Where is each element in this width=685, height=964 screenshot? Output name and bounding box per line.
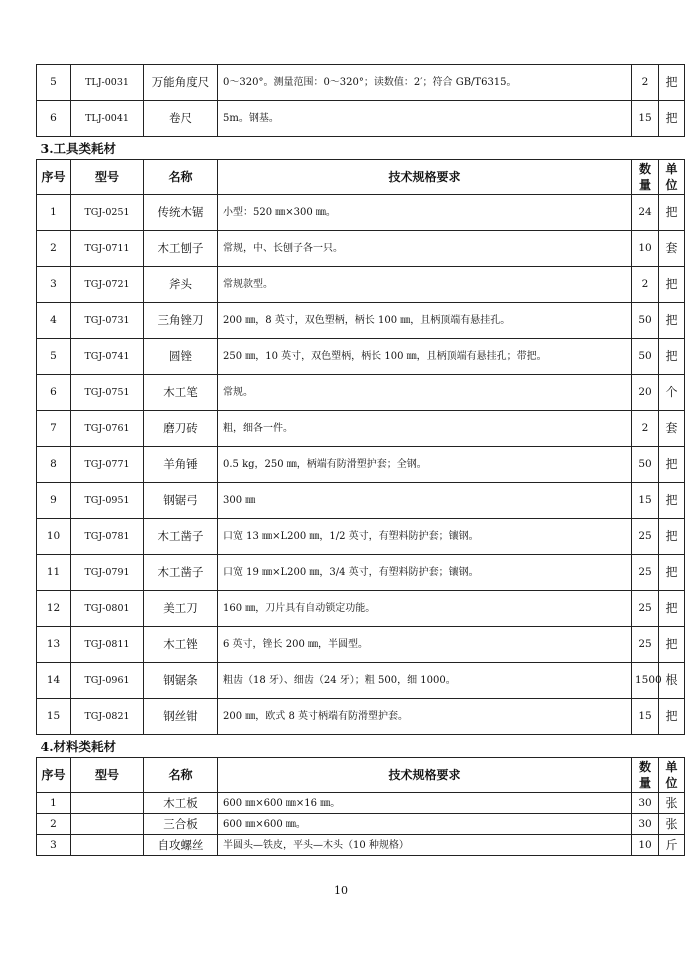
item-name: 羊角锤 <box>144 447 218 483</box>
unit: 套 <box>659 231 685 267</box>
unit: 把 <box>659 303 685 339</box>
quantity: 25 <box>632 519 659 555</box>
quantity: 10 <box>632 231 659 267</box>
row-number: 3 <box>37 267 71 303</box>
quantity: 1500 <box>632 663 659 699</box>
section-title: 4.材料类耗材 <box>37 735 685 758</box>
table-row <box>37 65 685 101</box>
model-code: TGJ-0721 <box>71 267 144 303</box>
spec-requirements: 半圆头—铁皮，平头—木头（10 种规格） <box>218 835 632 856</box>
quantity: 50 <box>632 447 659 483</box>
model-code: TGJ-0711 <box>71 231 144 267</box>
model-code: TGJ-0951 <box>71 483 144 519</box>
row-number: 7 <box>37 411 71 447</box>
model-code: TGJ-0961 <box>71 663 144 699</box>
table-row <box>37 814 685 835</box>
table-row <box>37 267 685 303</box>
model-code: TGJ-0731 <box>71 303 144 339</box>
quantity: 15 <box>632 699 659 735</box>
quantity: 2 <box>632 267 659 303</box>
unit: 把 <box>659 519 685 555</box>
unit: 把 <box>659 101 685 137</box>
section-title-row <box>37 735 685 758</box>
row-number: 1 <box>37 195 71 231</box>
section-title: 3.工具类耗材 <box>37 137 685 160</box>
quantity: 20 <box>632 375 659 411</box>
unit: 把 <box>659 555 685 591</box>
row-number: 15 <box>37 699 71 735</box>
item-name: 美工刀 <box>144 591 218 627</box>
quantity: 50 <box>632 303 659 339</box>
model-code: TGJ-0251 <box>71 195 144 231</box>
model-code <box>71 835 144 856</box>
item-name: 木工锉 <box>144 627 218 663</box>
table-row <box>37 483 685 519</box>
item-name: 木工刨子 <box>144 231 218 267</box>
row-number: 3 <box>37 835 71 856</box>
header-name: 名称 <box>144 160 218 195</box>
spec-requirements: 0～320°。测量范围：0～320°；读数值：2′；符合 GB/T6315。 <box>218 65 632 101</box>
quantity: 2 <box>632 411 659 447</box>
model-code: TGJ-0781 <box>71 519 144 555</box>
section-title-row <box>37 137 685 160</box>
item-name: 木工笔 <box>144 375 218 411</box>
equipment-table <box>36 64 685 856</box>
quantity: 50 <box>632 339 659 375</box>
item-name: 万能角度尺 <box>144 65 218 101</box>
spec-requirements: 6 英寸，锉长 200 ㎜，半圆型。 <box>218 627 632 663</box>
row-number: 5 <box>37 65 71 101</box>
item-name: 卷尺 <box>144 101 218 137</box>
header-no: 序号 <box>37 758 71 793</box>
row-number: 11 <box>37 555 71 591</box>
unit: 把 <box>659 65 685 101</box>
spec-requirements: 0.5 kg，250 ㎜，柄端有防滑塑护套；全钢。 <box>218 447 632 483</box>
row-number: 10 <box>37 519 71 555</box>
unit: 把 <box>659 195 685 231</box>
header-spec: 技术规格要求 <box>218 758 632 793</box>
spec-requirements: 粗齿（18 牙）、细齿（24 牙）；粗 500，细 1000。 <box>218 663 632 699</box>
row-number: 8 <box>37 447 71 483</box>
spec-requirements: 200 ㎜，欧式 8 英寸柄端有防滑塑护套。 <box>218 699 632 735</box>
unit: 把 <box>659 447 685 483</box>
spec-requirements: 300 ㎜ <box>218 483 632 519</box>
model-code: TGJ-0791 <box>71 555 144 591</box>
table-row <box>37 101 685 137</box>
row-number: 6 <box>37 375 71 411</box>
table-body <box>37 65 685 856</box>
header-no: 序号 <box>37 160 71 195</box>
row-number: 13 <box>37 627 71 663</box>
quantity: 25 <box>632 627 659 663</box>
model-code: TGJ-0761 <box>71 411 144 447</box>
table-row <box>37 375 685 411</box>
spec-requirements: 600 ㎜×600 ㎜×16 ㎜。 <box>218 793 632 814</box>
item-name: 木工板 <box>144 793 218 814</box>
table-row <box>37 519 685 555</box>
document-sheet <box>36 64 678 856</box>
table-header-row <box>37 758 685 793</box>
item-name: 传统木锯 <box>144 195 218 231</box>
item-name: 磨刀砖 <box>144 411 218 447</box>
table-row <box>37 793 685 814</box>
row-number: 12 <box>37 591 71 627</box>
model-code: TGJ-0821 <box>71 699 144 735</box>
header-unit: 单位 <box>659 160 685 195</box>
quantity: 30 <box>632 793 659 814</box>
table-header-row <box>37 160 685 195</box>
unit: 把 <box>659 339 685 375</box>
row-number: 1 <box>37 793 71 814</box>
spec-requirements: 常规，中、长刨子各一只。 <box>218 231 632 267</box>
spec-requirements: 口宽 13 ㎜×L200 ㎜，1/2 英寸，有塑料防护套；镶钢。 <box>218 519 632 555</box>
unit: 斤 <box>659 835 685 856</box>
unit: 把 <box>659 627 685 663</box>
item-name: 自攻螺丝 <box>144 835 218 856</box>
item-name: 三角锉刀 <box>144 303 218 339</box>
item-name: 钢锯弓 <box>144 483 218 519</box>
unit: 套 <box>659 411 685 447</box>
unit: 把 <box>659 591 685 627</box>
model-code: TGJ-0751 <box>71 375 144 411</box>
spec-requirements: 粗，细各一件。 <box>218 411 632 447</box>
unit: 个 <box>659 375 685 411</box>
header-spec: 技术规格要求 <box>218 160 632 195</box>
row-number: 14 <box>37 663 71 699</box>
row-number: 2 <box>37 231 71 267</box>
model-code: TLJ-0031 <box>71 65 144 101</box>
unit: 把 <box>659 699 685 735</box>
model-code: TGJ-0801 <box>71 591 144 627</box>
model-code: TGJ-0741 <box>71 339 144 375</box>
spec-requirements: 5m。钢基。 <box>218 101 632 137</box>
model-code: TGJ-0771 <box>71 447 144 483</box>
item-name: 三合板 <box>144 814 218 835</box>
table-row <box>37 627 685 663</box>
header-qty: 数量 <box>632 758 659 793</box>
spec-requirements: 常规。 <box>218 375 632 411</box>
quantity: 2 <box>632 65 659 101</box>
table-row <box>37 663 685 699</box>
spec-requirements: 小型：520 ㎜×300 ㎜。 <box>218 195 632 231</box>
row-number: 4 <box>37 303 71 339</box>
spec-requirements: 250 ㎜，10 英寸，双色塑柄，柄长 100 ㎜，且柄顶端有悬挂孔；带把。 <box>218 339 632 375</box>
unit: 张 <box>659 814 685 835</box>
header-code: 型号 <box>71 758 144 793</box>
model-code <box>71 814 144 835</box>
quantity: 25 <box>632 555 659 591</box>
spec-requirements: 常规款型。 <box>218 267 632 303</box>
table-row <box>37 447 685 483</box>
table-row <box>37 411 685 447</box>
quantity: 15 <box>632 483 659 519</box>
table-row <box>37 835 685 856</box>
table-row <box>37 231 685 267</box>
header-unit: 单位 <box>659 758 685 793</box>
item-name: 圆锉 <box>144 339 218 375</box>
header-name: 名称 <box>144 758 218 793</box>
unit: 把 <box>659 483 685 519</box>
spec-requirements: 160 ㎜，刀片具有自动锁定功能。 <box>218 591 632 627</box>
row-number: 9 <box>37 483 71 519</box>
spec-requirements: 200 ㎜，8 英寸，双色塑柄，柄长 100 ㎜，且柄顶端有悬挂孔。 <box>218 303 632 339</box>
unit: 根 <box>659 663 685 699</box>
quantity: 30 <box>632 814 659 835</box>
row-number: 2 <box>37 814 71 835</box>
model-code: TGJ-0811 <box>71 627 144 663</box>
item-name: 钢锯条 <box>144 663 218 699</box>
model-code: TLJ-0041 <box>71 101 144 137</box>
quantity: 10 <box>632 835 659 856</box>
item-name: 斧头 <box>144 267 218 303</box>
header-qty: 数量 <box>632 160 659 195</box>
page-number: 10 <box>334 884 348 897</box>
model-code <box>71 793 144 814</box>
spec-requirements: 600 ㎜×600 ㎜。 <box>218 814 632 835</box>
item-name: 钢丝钳 <box>144 699 218 735</box>
unit: 把 <box>659 267 685 303</box>
quantity: 25 <box>632 591 659 627</box>
header-code: 型号 <box>71 160 144 195</box>
table-row <box>37 555 685 591</box>
table-row <box>37 591 685 627</box>
item-name: 木工凿子 <box>144 555 218 591</box>
quantity: 15 <box>632 101 659 137</box>
table-row <box>37 699 685 735</box>
table-row <box>37 195 685 231</box>
table-row <box>37 339 685 375</box>
quantity: 24 <box>632 195 659 231</box>
item-name: 木工凿子 <box>144 519 218 555</box>
row-number: 5 <box>37 339 71 375</box>
unit: 张 <box>659 793 685 814</box>
row-number: 6 <box>37 101 71 137</box>
table-row <box>37 303 685 339</box>
spec-requirements: 口宽 19 ㎜×L200 ㎜，3/4 英寸，有塑料防护套；镶钢。 <box>218 555 632 591</box>
